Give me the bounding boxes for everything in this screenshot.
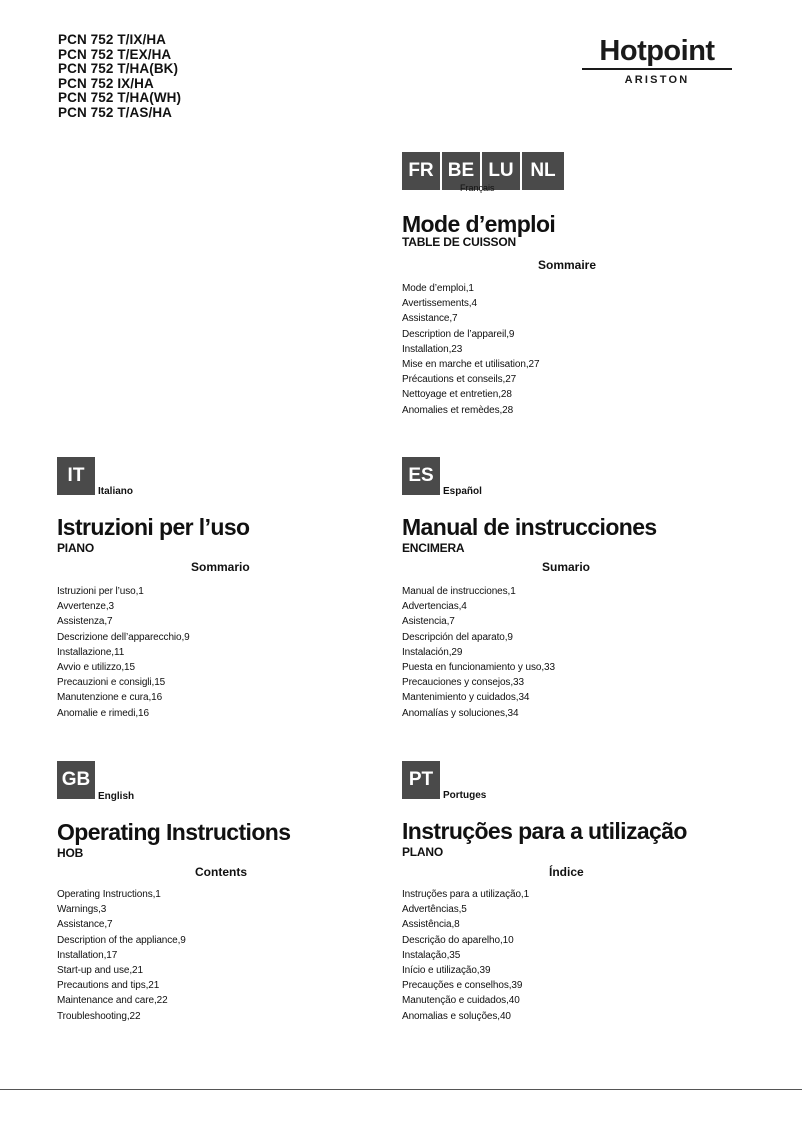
toc-item: Asistencia,7 — [402, 616, 455, 628]
brand-subname: ARISTON — [624, 74, 690, 86]
toc-list — [57, 887, 186, 1024]
toc-item: Avvio e utilizzo,15 — [57, 662, 135, 674]
toc-list — [402, 584, 555, 721]
section-subtitle: PIANO — [57, 541, 95, 555]
toc-item: Precauções e conselhos,39 — [402, 980, 523, 992]
model-name: PCN 752 IX/HA — [58, 75, 154, 91]
toc-heading: Contents — [195, 865, 247, 879]
flag-lu: LU — [482, 152, 520, 190]
language-name: Français — [460, 183, 495, 193]
toc-item: Warnings,3 — [57, 904, 107, 916]
model-name: PCN 752 T/AS/HA — [58, 104, 173, 120]
toc-item: Manual de instrucciones,1 — [402, 586, 516, 597]
toc-item: Anomalias e soluções,40 — [402, 1010, 511, 1022]
toc-item: Précautions et conseils,27 — [402, 374, 517, 386]
toc-item: Início e utilização,39 — [402, 965, 491, 977]
section-subtitle: HOB — [57, 846, 84, 860]
toc-item: Precauzioni e consigli,15 — [57, 677, 166, 689]
model-name: PCN 752 T/IX/HA — [58, 32, 167, 47]
footer-divider — [0, 1089, 802, 1090]
toc-item: Precauciones y consejos,33 — [402, 677, 524, 689]
toc-item: Installazione,11 — [57, 646, 125, 658]
flag-pt: PT — [402, 761, 440, 799]
toc-item: Puesta en funcionamiento y uso,33 — [402, 662, 555, 674]
model-name: PCN 752 T/HA(BK) — [58, 61, 179, 76]
flag-gb: GB — [57, 761, 95, 799]
toc-item: Mise en marche et utilisation,27 — [402, 359, 540, 371]
section-title: Instruções para a utilização — [402, 818, 687, 844]
section-pt — [402, 761, 782, 1022]
section-fr — [402, 152, 782, 416]
toc-item: Descripción del aparato,9 — [402, 631, 513, 643]
section-title: Operating Instructions — [57, 819, 291, 845]
language-name: English — [98, 791, 135, 802]
toc-heading: Índice — [549, 865, 584, 879]
toc-item: Troubleshooting,22 — [57, 1010, 141, 1022]
toc-item: Istruzioni per l’uso,1 — [57, 586, 144, 597]
toc-item: Manutenção e cuidados,40 — [402, 995, 520, 1007]
section-title: Mode d’emploi — [402, 211, 556, 237]
toc-item: Mantenimiento y cuidados,34 — [402, 692, 530, 704]
language-name: Español — [443, 486, 482, 497]
toc-item: Description of the appliance,9 — [57, 934, 186, 946]
toc-item: Precautions and tips,21 — [57, 980, 160, 992]
section-title: Manual de instrucciones — [402, 514, 657, 540]
language-name: Portuges — [443, 790, 487, 801]
toc-item: Nettoyage et entretien,28 — [402, 389, 512, 401]
toc-heading: Sumario — [542, 560, 591, 574]
toc-heading: Sommaire — [538, 258, 597, 272]
toc-item: Start-up and use,21 — [57, 965, 143, 977]
toc-item: Assistência,8 — [402, 919, 460, 931]
toc-item: Maintenance and care,22 — [57, 995, 168, 1007]
toc-item: Mode d’emploi,1 — [402, 283, 474, 294]
toc-item: Descrizione dell’apparecchio,9 — [57, 631, 190, 643]
toc-item: Description de l’appareil,9 — [402, 328, 515, 340]
toc-list — [57, 584, 190, 721]
toc-item: Avertissements,4 — [402, 298, 477, 310]
toc-item: Anomalies et remèdes,28 — [402, 404, 514, 416]
toc-item: Anomalie e rimedi,16 — [57, 707, 149, 719]
brand-logo — [582, 36, 732, 86]
model-name: PCN 752 T/EX/HA — [58, 46, 172, 62]
toc-item: Advertencias,4 — [402, 601, 467, 613]
toc-item: Installation,23 — [402, 343, 463, 355]
toc-item: Instruções para a utilização,1 — [402, 889, 530, 900]
toc-item: Assistance,7 — [402, 313, 458, 325]
brand-name: Hotpoint — [599, 35, 715, 67]
toc-item: Anomalías y soluciones,34 — [402, 707, 519, 719]
toc-item: Assistance,7 — [57, 919, 113, 931]
toc-heading: Sommario — [191, 560, 250, 574]
language-flags — [402, 152, 782, 192]
section-subtitle: PLANO — [402, 845, 444, 859]
model-list — [58, 33, 181, 120]
flag-es: ES — [402, 457, 440, 495]
toc-list — [402, 281, 539, 418]
flag-be: BE — [442, 152, 480, 190]
section-subtitle: ENCIMERA — [402, 541, 465, 555]
language-name: Italiano — [98, 486, 134, 497]
toc-list — [402, 887, 529, 1024]
toc-item: Operating Instructions,1 — [57, 889, 161, 900]
toc-item: Assistenza,7 — [57, 616, 113, 628]
section-title: Istruzioni per l’uso — [57, 514, 250, 540]
toc-item: Advertências,5 — [402, 904, 467, 916]
brand-divider — [582, 68, 732, 70]
toc-item: Avvertenze,3 — [57, 601, 114, 613]
flag-nl: NL — [522, 152, 564, 190]
model-name: PCN 752 T/HA(WH) — [58, 90, 182, 105]
toc-item: Instalação,35 — [402, 949, 461, 961]
section-subtitle: TABLE DE CUISSON — [402, 235, 516, 249]
flag-fr: FR — [402, 152, 440, 190]
toc-item: Manutenzione e cura,16 — [57, 692, 163, 704]
toc-item: Descrição do aparelho,10 — [402, 934, 514, 946]
toc-item: Instalación,29 — [402, 646, 463, 658]
flag-it: IT — [57, 457, 95, 495]
toc-item: Installation,17 — [57, 949, 118, 961]
section-es — [402, 457, 782, 719]
